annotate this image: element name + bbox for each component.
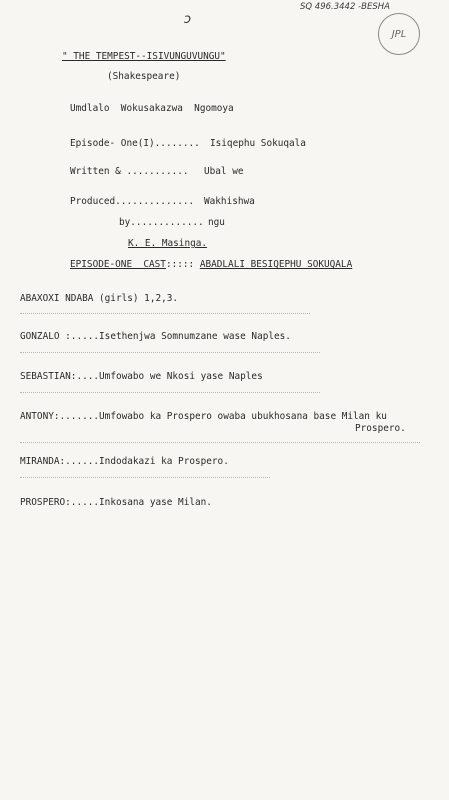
by-value: ngu [208, 217, 225, 228]
cast-heading-en: EPISODE-ONE CAST [70, 259, 166, 270]
cast-description-continued: Prospero. [355, 423, 406, 434]
row-rule [20, 313, 310, 314]
row-rule [20, 477, 270, 478]
cast-heading-separator: ::::: [165, 259, 200, 270]
written-label: Written & ........... [70, 166, 189, 177]
produced-label: Produced.............. [70, 196, 195, 207]
episode-label: Episode- One(I)........ [70, 138, 200, 149]
episode-value: Isiqephu Sokuqala [210, 138, 306, 149]
cast-description: Umfowabo we Nkosi yase Naples [99, 371, 263, 382]
cast-name: SEBASTIAN:.... [20, 371, 100, 382]
cast-description: Indodakazi ka Prospero. [99, 456, 229, 467]
broadcast-genre: Umdlalo Wokusakazwa Ngomoya [70, 103, 234, 114]
row-rule [20, 392, 320, 393]
cast-entry-prospero [20, 497, 212, 508]
cast-heading [70, 259, 352, 270]
produced-value: Wakhishwa [204, 196, 255, 207]
cast-entry-abaxoxi [20, 293, 178, 304]
cast-name: PROSPERO:..... [20, 497, 100, 508]
catalog-reference: SQ 496.3442 -BESHA [300, 2, 390, 12]
cast-name: ABAXOXI NDABA (girls) [20, 293, 139, 304]
cast-description: Isethenjwa Somnumzane wase Naples. [99, 331, 291, 342]
cast-heading-zu: ABADLALI BESIQEPHU SOKUQALA [199, 259, 353, 270]
cast-name: GONZALO :..... [20, 331, 100, 342]
cast-entry-gonzalo [20, 331, 291, 342]
written-value: Ubal we [204, 166, 244, 177]
handwritten-mark: ɔ [184, 12, 192, 27]
cast-description: Inkosana yase Milan. [99, 497, 212, 508]
by-label: by............. [119, 217, 204, 228]
cast-entry-miranda [20, 456, 229, 467]
author-name: K. E. Masinga. [128, 238, 208, 249]
row-rule [20, 352, 320, 353]
play-author: (Shakespeare) [107, 71, 181, 82]
cast-description: Umfowabo ka Prospero owaba ubukhosana base Milan ku [99, 411, 387, 422]
cast-name: MIRANDA:...... [20, 456, 100, 467]
row-rule [20, 442, 420, 443]
library-stamp [378, 13, 420, 55]
cast-entry-sebastian [20, 371, 263, 382]
cast-entry-antony [20, 411, 387, 422]
cast-description: 1,2,3. [138, 293, 179, 304]
cast-name: ANTONY:....... [20, 411, 100, 422]
stamp-text: JPL [391, 28, 407, 40]
play-title: " THE TEMPEST--ISIVUNGUVUNGU" [62, 51, 226, 62]
